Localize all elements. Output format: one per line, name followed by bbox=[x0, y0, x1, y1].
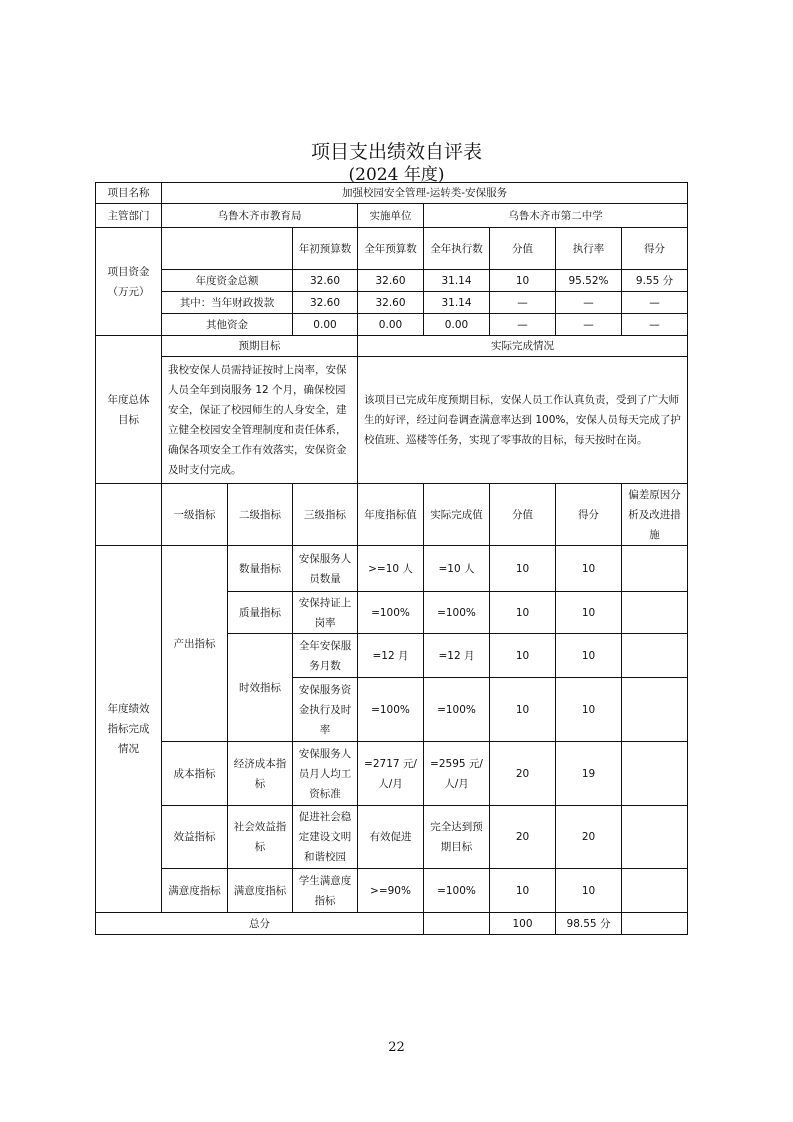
reason-cell bbox=[622, 592, 688, 634]
dept-value: 乌鲁木齐市教育局 bbox=[162, 204, 358, 228]
reason-cell bbox=[622, 546, 688, 592]
reason-cell bbox=[622, 678, 688, 742]
level3-cell: 学生满意度指标 bbox=[293, 869, 358, 913]
indicator-corner bbox=[96, 484, 162, 546]
actual-cell: =100% bbox=[424, 592, 490, 634]
actual-result-text: 该项目已完成年度预期目标，安保人员工作认真负责，受到了广大师生的好评，经过问卷调查满意率达到 100%，安保人员每天完成了护校值班、巡楼等任务，实现了零事故的目标，每天按时在岗。 bbox=[358, 357, 688, 484]
level3-cell: 全年安保服务月数 bbox=[293, 634, 358, 678]
page-subtitle: (2024 年度) bbox=[348, 165, 445, 185]
actual-cell: 完全达到预期目标 bbox=[424, 806, 490, 869]
actual-cell: =100% bbox=[424, 869, 490, 913]
funds-cell: — bbox=[622, 314, 688, 336]
funds-cell: 31.14 bbox=[424, 292, 490, 314]
reason-cell bbox=[622, 806, 688, 869]
total-reason bbox=[622, 913, 688, 935]
funds-col-header: 得分 bbox=[622, 228, 688, 270]
total-row bbox=[96, 913, 688, 935]
level1-benefit: 效益指标 bbox=[162, 806, 228, 869]
total-points: 100 bbox=[490, 913, 556, 935]
funds-cell: 0.00 bbox=[293, 314, 358, 336]
funds-cell: 32.60 bbox=[358, 270, 424, 292]
level2-satisfaction: 满意度指标 bbox=[228, 869, 293, 913]
points-cell: 10 bbox=[490, 634, 556, 678]
level3-cell: 促进社会稳定建设文明和谐校园 bbox=[293, 806, 358, 869]
indicator-row bbox=[96, 742, 688, 806]
funds-col-header: 执行率 bbox=[556, 228, 622, 270]
indicator-col-header: 分值 bbox=[490, 484, 556, 546]
actual-cell: =100% bbox=[424, 678, 490, 742]
level3-cell: 安保服务资金执行及时率 bbox=[293, 678, 358, 742]
target-cell: 有效促进 bbox=[358, 806, 424, 869]
funds-cell: — bbox=[556, 292, 622, 314]
funds-row-label: 年度资金总额 bbox=[162, 270, 293, 292]
target-cell: =100% bbox=[358, 678, 424, 742]
funds-row-label: 其中：当年财政拨款 bbox=[162, 292, 293, 314]
reason-cell bbox=[622, 634, 688, 678]
goals-content-row bbox=[96, 357, 688, 484]
actual-cell: =10 人 bbox=[424, 546, 490, 592]
points-cell: 20 bbox=[490, 742, 556, 806]
indicator-col-header: 三级指标 bbox=[293, 484, 358, 546]
funds-col-header: 全年预算数 bbox=[358, 228, 424, 270]
level1-satisfaction: 满意度指标 bbox=[162, 869, 228, 913]
points-cell: 10 bbox=[490, 869, 556, 913]
target-cell: >=10 人 bbox=[358, 546, 424, 592]
dept-label: 主管部门 bbox=[96, 204, 162, 228]
score-cell: 10 bbox=[556, 678, 622, 742]
target-cell: >=90% bbox=[358, 869, 424, 913]
level2-quality: 质量指标 bbox=[228, 592, 293, 634]
level3-cell: 安保服务人员数量 bbox=[293, 546, 358, 592]
page-number: 22 bbox=[388, 1040, 405, 1055]
indicator-row bbox=[96, 869, 688, 913]
score-cell: 10 bbox=[556, 546, 622, 592]
indicator-col-header: 得分 bbox=[556, 484, 622, 546]
indicators-label: 年度绩效指标完成情况 bbox=[96, 546, 162, 913]
reason-cell bbox=[622, 742, 688, 806]
funds-corner bbox=[162, 228, 293, 270]
funds-cell: 9.55 分 bbox=[622, 270, 688, 292]
funds-cell: 32.60 bbox=[293, 292, 358, 314]
indicator-row bbox=[96, 546, 688, 592]
funds-col-header: 全年执行数 bbox=[424, 228, 490, 270]
funds-cell: 95.52% bbox=[556, 270, 622, 292]
level3-cell: 安保服务人员月人均工资标准 bbox=[293, 742, 358, 806]
funds-row-label: 其他资金 bbox=[162, 314, 293, 336]
project-name-row bbox=[96, 183, 688, 204]
department-row bbox=[96, 204, 688, 228]
funds-col-header: 分值 bbox=[490, 228, 556, 270]
total-empty bbox=[424, 913, 490, 935]
funds-cell: — bbox=[622, 292, 688, 314]
funds-cell: — bbox=[556, 314, 622, 336]
indicator-header-row bbox=[96, 484, 688, 546]
unit-label: 实施单位 bbox=[358, 204, 424, 228]
unit-value: 乌鲁木齐市第二中学 bbox=[424, 204, 688, 228]
indicator-col-header: 偏差原因分析及改进措施 bbox=[622, 484, 688, 546]
level2-social-benefit: 社会效益指标 bbox=[228, 806, 293, 869]
level2-timeliness: 时效指标 bbox=[228, 634, 293, 742]
funds-cell: — bbox=[490, 292, 556, 314]
funds-cell: 0.00 bbox=[424, 314, 490, 336]
funds-label: 项目资金（万元） bbox=[96, 228, 162, 336]
project-name-label: 项目名称 bbox=[96, 183, 162, 204]
score-cell: 19 bbox=[556, 742, 622, 806]
score-cell: 10 bbox=[556, 592, 622, 634]
actual-result-header: 实际完成情况 bbox=[358, 336, 688, 357]
score-cell: 20 bbox=[556, 806, 622, 869]
level1-cost: 成本指标 bbox=[162, 742, 228, 806]
expected-goal-header: 预期目标 bbox=[162, 336, 358, 357]
level2-economic-cost: 经济成本指标 bbox=[228, 742, 293, 806]
level1-output: 产出指标 bbox=[162, 546, 228, 742]
total-label: 总分 bbox=[96, 913, 424, 935]
points-cell: 10 bbox=[490, 546, 556, 592]
points-cell: 10 bbox=[490, 678, 556, 742]
target-cell: =12 月 bbox=[358, 634, 424, 678]
indicator-col-header: 年度指标值 bbox=[358, 484, 424, 546]
funds-cell: 32.60 bbox=[358, 292, 424, 314]
goals-header-row bbox=[96, 336, 688, 357]
indicator-col-header: 实际完成值 bbox=[424, 484, 490, 546]
indicator-col-header: 二级指标 bbox=[228, 484, 293, 546]
indicator-col-header: 一级指标 bbox=[162, 484, 228, 546]
funds-col-header: 年初预算数 bbox=[293, 228, 358, 270]
actual-cell: =2595 元/人/月 bbox=[424, 742, 490, 806]
page-title: 项目支出绩效自评表 bbox=[310, 141, 482, 163]
level2-quantity: 数量指标 bbox=[228, 546, 293, 592]
funds-cell: — bbox=[490, 314, 556, 336]
target-cell: =100% bbox=[358, 592, 424, 634]
points-cell: 10 bbox=[490, 592, 556, 634]
funds-row bbox=[96, 292, 688, 314]
level3-cell: 安保持证上岗率 bbox=[293, 592, 358, 634]
points-cell: 20 bbox=[490, 806, 556, 869]
funds-cell: 31.14 bbox=[424, 270, 490, 292]
expected-goal-text: 我校安保人员需持证按时上岗率，安保人员全年到岗服务 12 个月，确保校园安全，保证了校园师生的人身安全，建立健全校园安全管理制度和责任体系，确保各项安全工作有效落实，安保资金及时支付完成。 bbox=[162, 357, 358, 484]
funds-header-row bbox=[96, 228, 688, 270]
target-cell: =2717 元/人/月 bbox=[358, 742, 424, 806]
reason-cell bbox=[622, 869, 688, 913]
funds-row bbox=[96, 270, 688, 292]
total-score: 98.55 分 bbox=[556, 913, 622, 935]
project-name: 加强校园安全管理-运转类-安保服务 bbox=[162, 183, 688, 204]
score-cell: 10 bbox=[556, 634, 622, 678]
actual-cell: =12 月 bbox=[424, 634, 490, 678]
funds-cell: 0.00 bbox=[358, 314, 424, 336]
funds-row bbox=[96, 314, 688, 336]
performance-table bbox=[95, 182, 688, 935]
goals-label: 年度总体目标 bbox=[96, 336, 162, 484]
indicator-row bbox=[96, 806, 688, 869]
funds-cell: 32.60 bbox=[293, 270, 358, 292]
score-cell: 10 bbox=[556, 869, 622, 913]
funds-cell: 10 bbox=[490, 270, 556, 292]
